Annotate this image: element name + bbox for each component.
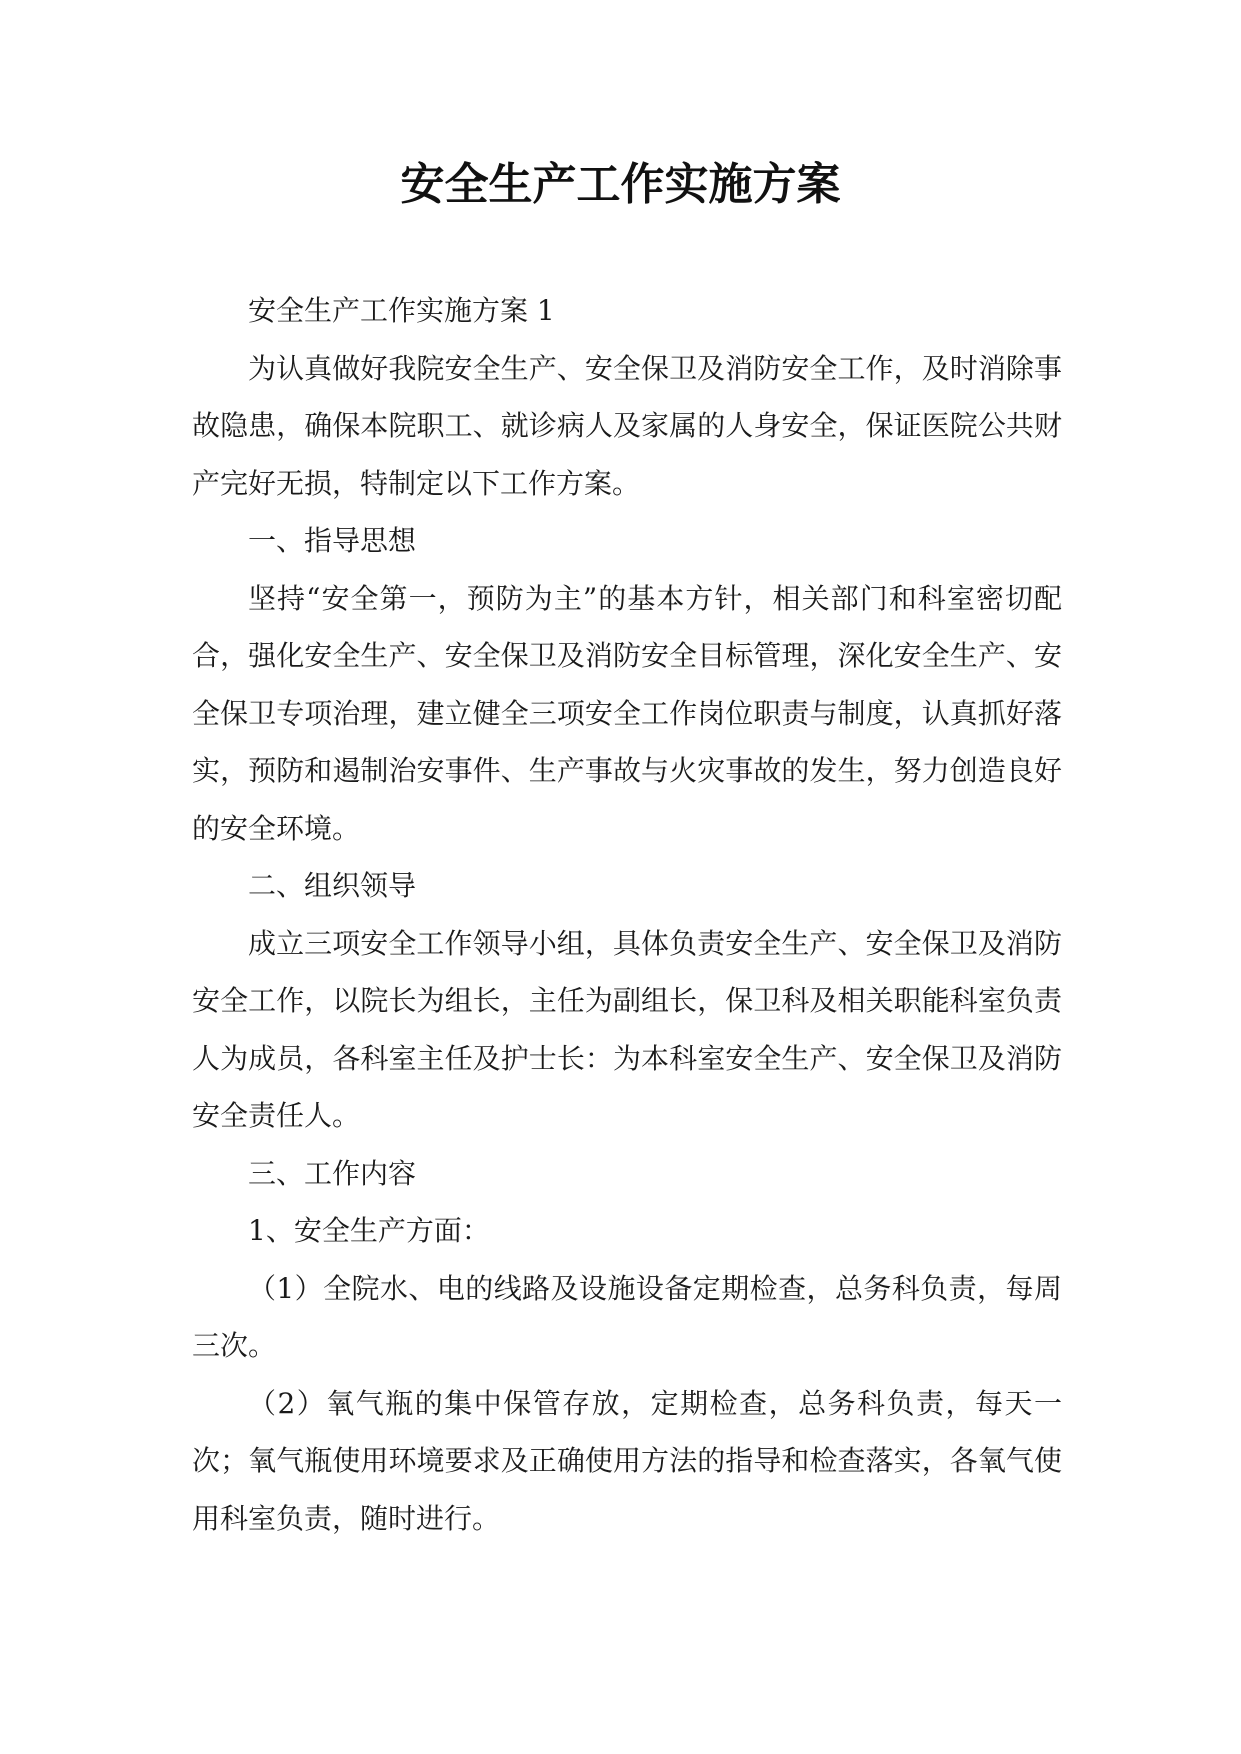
section-heading-organization: 二、组织领导 [248,869,417,902]
paragraph-intro: 为认真做好我院安全生产、安全保卫及消防安全工作，及时消除事故隐患，确保本院职工、就诊病人及家属的人身安全，保证医院公共财产完好无损，特制定以下工作方案。 [192,351,1062,500]
subheading-production-safety: 1、安全生产方面： [248,1214,490,1247]
paragraph-guiding-ideology: 坚持“安全第一，预防为主”的基本方针，相关部门和科室密切配合，强化安全生产、安全保卫及消防安全目标管理，深化安全生产、安全保卫专项治理，建立健全三项安全工作岗位职责与制度，认真抓好落实，预防和遏制治安事件、生产事故与火灾事故的发生，努力创造良好的安全环境。 [192,581,1062,845]
document-title: 安全生产工作实施方案 [400,159,841,210]
list-item-2: （2）氧气瓶的集中保管存放，定期检查，总务科负责，每天一次；氧气瓶使用环境要求及正确使用方法的指导和检查落实，各氧气使用科室负责，随时进行。 [192,1386,1062,1535]
section-heading-guiding-ideology: 一、指导思想 [248,524,417,557]
document-body [192,282,1062,1547]
section-heading-work-content: 三、工作内容 [248,1156,417,1190]
paragraph-heading-plan-1: 安全生产工作实施方案 1 [248,294,555,327]
list-item-1: （1）全院水、电的线路及设施设备定期检查，总务科负责，每周三次。 [192,1271,1062,1362]
paragraph-organization: 成立三项安全工作领导小组，具体负责安全生产、安全保卫及消防安全工作，以院长为组长，主任为副组长，保卫科及相关职能科室负责人为成员，各科室主任及护士长：为本科室安全生产、安全保卫及消防安全责任人。 [192,926,1062,1132]
